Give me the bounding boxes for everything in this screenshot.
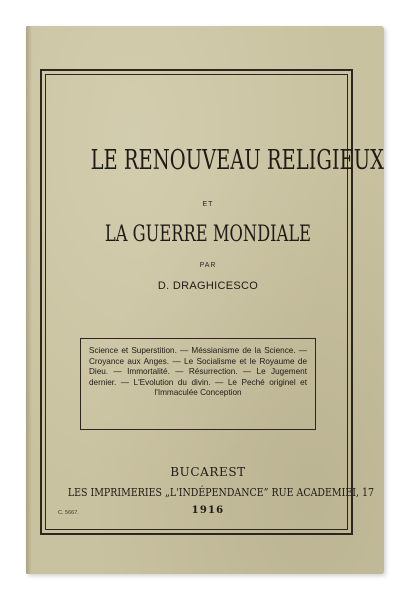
inner-border-frame: [45, 74, 384, 530]
title-line-1: LE RENOUVEAU RELIGIEUX: [90, 145, 384, 176]
author-name: D. DRAGHICESCO: [157, 280, 259, 292]
printer-code: C. 5667.: [58, 510, 79, 516]
book-spine-edge: [26, 26, 32, 574]
publication-city: BUCAREST: [170, 465, 246, 479]
title-line-2: LA GUERRE MONDIALE: [104, 222, 312, 247]
conjunction-et: ET: [202, 201, 214, 208]
by-label: PAR: [199, 262, 217, 269]
publication-year: 1916: [191, 505, 225, 516]
publisher-line: LES IMPRIMERIES „L'INDÉPENDANCE” RUE ACADEMIEI, 17: [67, 486, 375, 499]
contents-text: Science et Superstition. — Méssianisme de la Science. — Croyance aux Anges. — Le Socialisme et le Royaume de Dieu. — Immortalité. — Résurrection. — Le Jugement dernier. — L'Evolution du divin. — Le Peché originel et l'Immaculée Conception: [89, 346, 307, 398]
contents-box: [80, 338, 316, 430]
